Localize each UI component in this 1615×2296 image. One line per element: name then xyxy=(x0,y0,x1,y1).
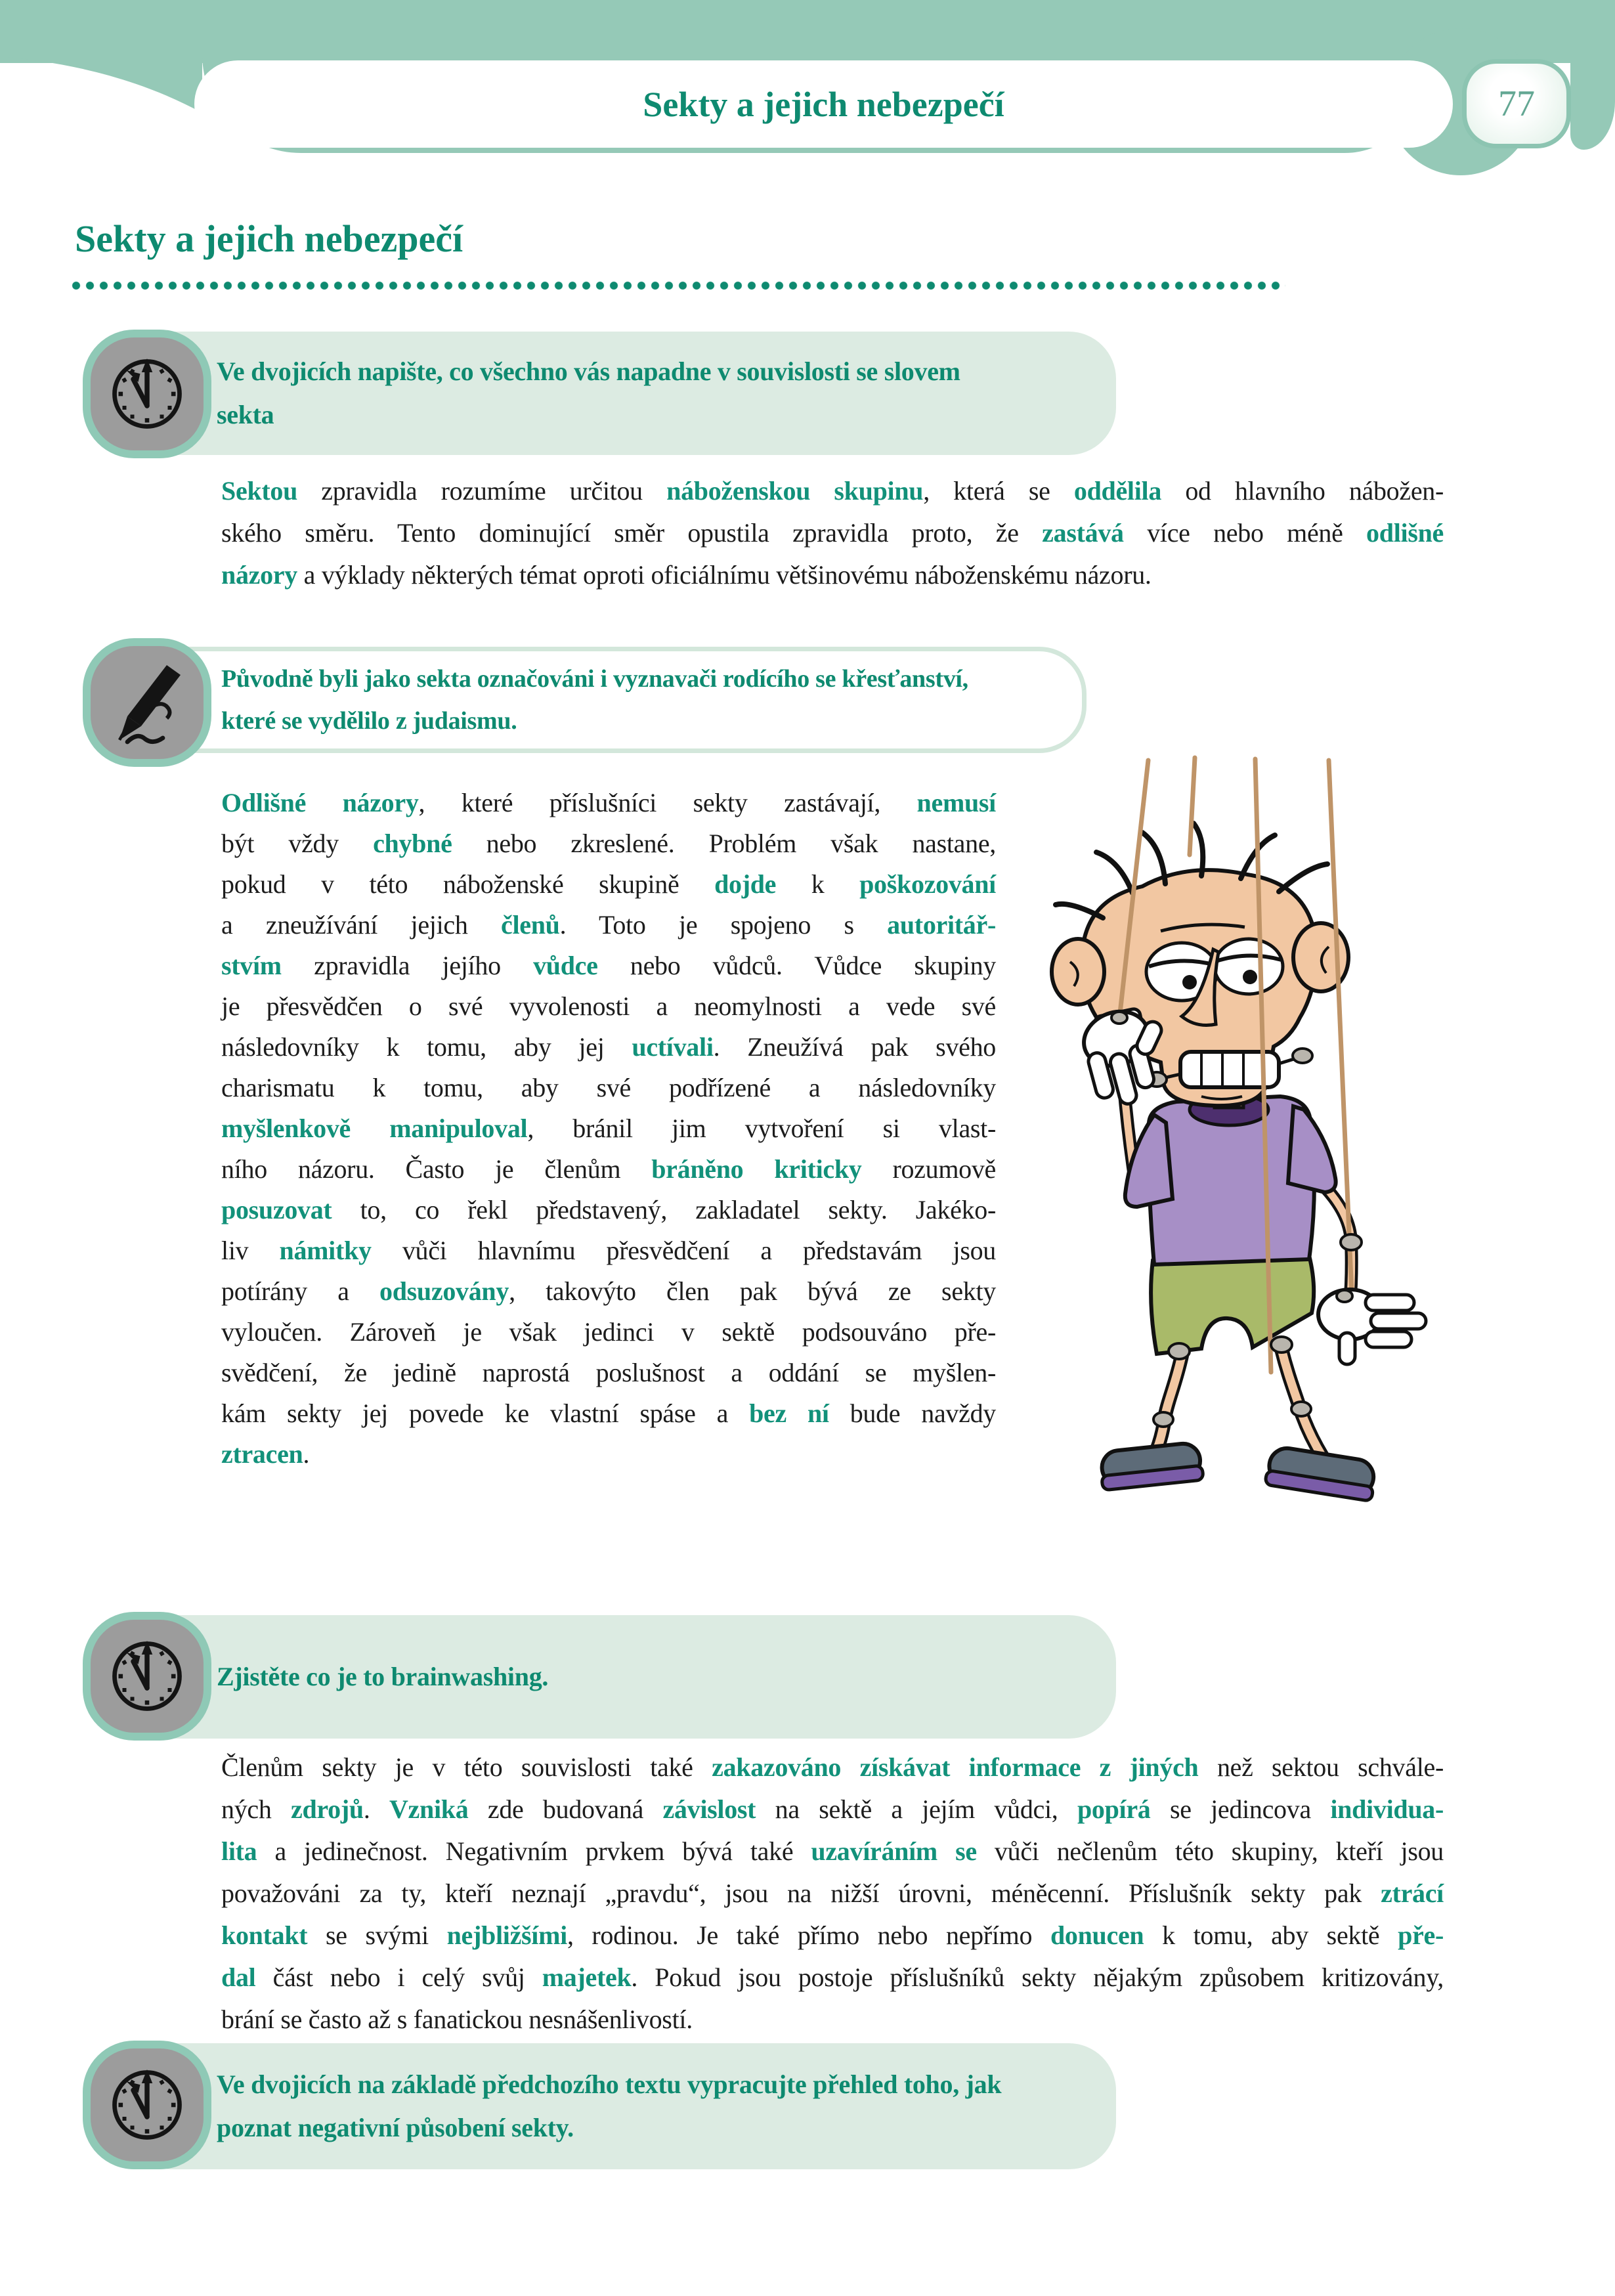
marionette-illustration xyxy=(985,755,1444,1530)
text-line: pokud v této náboženské skupině dojde k poškozování xyxy=(221,869,996,899)
text-line: následovníky k tomu, aby jej uctívali. Zneužívá pak svého xyxy=(221,1032,997,1062)
text-line: liv námitky vůči hlavnímu přesvědčení a představám jsou xyxy=(221,1236,997,1265)
task-2-text xyxy=(125,1655,1116,1699)
text-line: být vždy chybné nebo zkreslené. Problém však nastane, xyxy=(221,829,996,858)
header-corner-shape xyxy=(1570,0,1615,150)
text-line: Zjistěte co je to brainwashing. xyxy=(217,1662,549,1691)
text-line: názory a výklady některých témat oproti oficiálnímu většinovému náboženskému názoru. xyxy=(221,560,1152,590)
text-line: kontakt se svými nejbližšími, rodinou. Je také přímo nebo nepřímo donucen k tomu, aby sektě pře- xyxy=(221,1920,1444,1950)
text-line: charismatu k tomu, aby své podřízené a následovníky xyxy=(221,1073,996,1102)
text-line: Členům sekty je v této souvislosti také zakazováno získávat informace z jiných než sektou schvále- xyxy=(221,1752,1444,1782)
text-line: sekta xyxy=(217,400,274,429)
text-line: které se vydělilo z judaismu. xyxy=(221,707,517,735)
text-line: Sektou zpravidla rozumíme určitou náboženskou skupinu, která se oddělila od hlavního nábožen- xyxy=(221,476,1444,506)
text-line: dal část nebo i celý svůj majetek. Pokud jsou postoje příslušníků sekty nějakým způsobem kritizovány, xyxy=(221,1962,1444,1992)
text-line: brání se často až s fanatickou nesnášenlivostí. xyxy=(221,2004,693,2034)
page-number-badge xyxy=(1462,59,1571,148)
task-1-text xyxy=(125,350,1116,437)
text-line: vyloučen. Zároveň je však jedinci v sektě podsouváno pře- xyxy=(221,1317,996,1347)
note-text xyxy=(129,658,1082,742)
page-number: 77 xyxy=(1498,83,1535,124)
info-paragraph xyxy=(221,1746,1444,2041)
task-box-3 xyxy=(125,2043,1116,2169)
text-line: kám sekty jej povede ke vlastní spáse a bez ní bude navždy xyxy=(221,1398,996,1428)
clock-icon xyxy=(83,330,211,458)
text-line: ského směru. Tento dominující směr opustila zpravidla proto, že zastává více nebo méně odlišné xyxy=(221,518,1444,548)
task-box-2 xyxy=(125,1615,1116,1739)
text-line: ných zdrojů. Vzniká zde budovaná závislost na sektě a jejím vůdci, popírá se jedincova individua- xyxy=(221,1794,1444,1824)
task-3-text xyxy=(125,2063,1116,2150)
text-line: posuzovat to, co řekl představený, zakladatel sekty. Jakéko- xyxy=(221,1195,996,1224)
page-title: Sekty a jejich nebezpečí xyxy=(75,217,463,260)
header-title-pill xyxy=(194,60,1453,148)
text-line: stvím zpravidla jejího vůdce nebo vůdců. Vůdce skupiny xyxy=(221,951,996,980)
text-line: Ve dvojicích na základě předchozího textu vypracujte přehled toho, jak xyxy=(217,2069,1002,2099)
header-swoosh-shape xyxy=(0,55,205,116)
text-line: je přesvědčen o své vyvolenosti a neomylnosti a vede své xyxy=(221,991,996,1021)
text-line: Ve dvojicích napište, co všechno vás napadne v souvislosti se slovem xyxy=(217,357,960,386)
text-line: ztracen. xyxy=(221,1439,310,1469)
text-line: Původně byli jako sekta označováni i vyznavači rodícího se křesťanství, xyxy=(221,665,968,693)
text-line: považováni za ty, kteří neznají „pravdu“, jsou na nižší úrovni, méněcenní. Příslušník sekty pak ztrácí xyxy=(221,1878,1444,1908)
text-line: a zneužívání jejich členů. Toto je spojeno s autoritář- xyxy=(221,910,996,940)
text-line: myšlenkově manipuloval, bránil jim vytvoření si vlast- xyxy=(221,1114,996,1143)
clock-icon xyxy=(83,1612,211,1741)
text-line: Odlišné názory, které příslušníci sekty zastávají, nemusí xyxy=(221,788,996,817)
task-box-1 xyxy=(125,332,1116,455)
dotted-rule xyxy=(70,278,1285,293)
note-box xyxy=(125,647,1087,753)
text-line: ního názoru. Často je členům bráněno kriticky rozumově xyxy=(221,1154,996,1184)
text-line: poznat negativní působení sekty. xyxy=(217,2113,574,2142)
intro-paragraph xyxy=(221,470,1444,596)
clock-icon xyxy=(83,2041,211,2169)
text-line: potírány a odsuzovány, takovýto člen pak bývá ze sekty xyxy=(221,1276,996,1306)
main-paragraph xyxy=(221,783,996,1475)
header-title: Sekty a jejich nebezpečí xyxy=(643,84,1004,124)
text-line: lita a jedinečnost. Negativním prvkem bývá také uzavíráním se vůči nečlenům této skupiny, kteří jsou xyxy=(221,1836,1444,1866)
writing-hand-icon xyxy=(83,638,211,767)
text-line: svědčení, že jedině naprostá poslušnost a oddání se myšlen- xyxy=(221,1358,996,1387)
